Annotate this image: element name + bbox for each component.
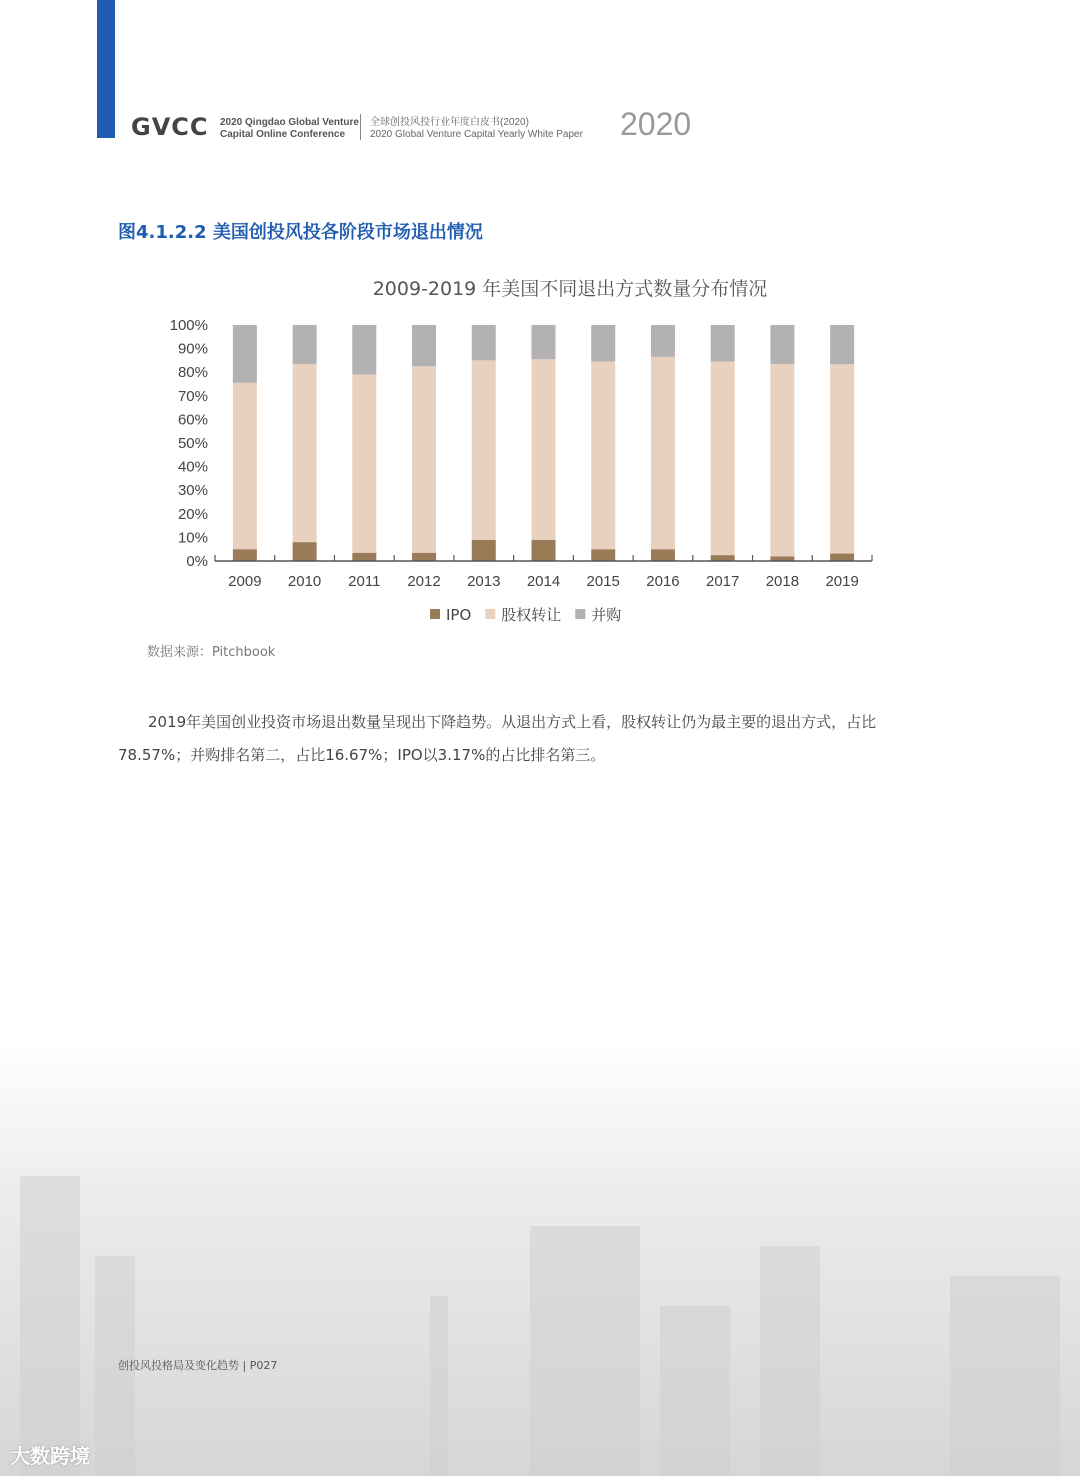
y-tick-label: 0%: [186, 553, 208, 570]
bar-segment: [830, 554, 854, 561]
legend-label: 股权转让: [501, 606, 562, 624]
bar-segment: [472, 540, 496, 561]
x-tick-label: 2016: [646, 573, 680, 590]
bar-segment: [412, 325, 436, 366]
header-year: 2020: [620, 106, 692, 142]
bar-segment: [651, 549, 675, 561]
header-accent-bar: [97, 0, 115, 138]
x-tick-label: 2015: [586, 573, 620, 590]
y-tick-label: 80%: [177, 364, 208, 382]
bar-segment: [352, 325, 376, 375]
y-tick-label: 60%: [177, 411, 208, 429]
bar-segment: [412, 366, 436, 552]
x-tick-label: 2019: [825, 573, 859, 590]
bar-segment: [293, 325, 317, 364]
x-tick-label: 2012: [407, 573, 441, 590]
bar-segment: [233, 325, 257, 383]
legend-label: 并购: [591, 606, 622, 624]
header-divider: [360, 114, 361, 140]
data-source: 数据来源：Pitchbook: [147, 645, 276, 660]
legend-swatch: [575, 609, 585, 619]
bar-segment: [532, 540, 556, 561]
bar-segment: [591, 549, 615, 561]
building-shape: [950, 1276, 1060, 1476]
y-tick-label: 10%: [177, 529, 208, 547]
bar-segment: [770, 325, 794, 364]
bar-segment: [412, 553, 436, 561]
figure-title: 图4.1.2.2 美国创投风投各阶段市场退出情况: [118, 222, 483, 243]
y-tick-label: 70%: [177, 387, 208, 405]
bar-segment: [472, 325, 496, 360]
bar-segment: [830, 325, 854, 364]
page-footer: 创投风投格局及变化趋势 | P027: [118, 1359, 278, 1372]
bar-segment: [293, 364, 317, 542]
bar-segment: [711, 325, 735, 362]
whitepaper-line-1: 全球创投风投行业年度白皮书(2020): [370, 117, 529, 128]
x-axis: [215, 555, 872, 590]
legend-swatch: [430, 609, 440, 619]
gvcc-logo: GVCC: [131, 113, 209, 141]
x-tick-label: 2017: [705, 573, 740, 590]
chart-title: 2009-2019 年美国不同退出方式数量分布情况: [372, 278, 768, 300]
bar-segment: [532, 359, 556, 540]
legend-label: IPO: [446, 606, 472, 624]
bar-segment: [233, 383, 257, 549]
bar-segment: [770, 364, 794, 556]
building-shape: [20, 1176, 80, 1476]
bar-segment: [711, 555, 735, 561]
stacked-bar-chart: [140, 270, 920, 640]
y-axis: [170, 317, 208, 570]
bar-segment: [293, 542, 317, 561]
legend-swatch: [485, 609, 495, 619]
bar-segment: [591, 362, 615, 550]
bar-segment: [830, 364, 854, 553]
whitepaper-line-2: 2020 Global Venture Capital Yearly White Paper: [370, 129, 583, 140]
bar-segment: [651, 357, 675, 549]
x-tick-label: 2013: [467, 573, 501, 590]
bar-segment: [591, 325, 615, 362]
x-tick-label: 2014: [526, 573, 561, 590]
bar-segment: [711, 362, 735, 556]
bar-segment: [352, 553, 376, 561]
y-tick-label: 30%: [177, 482, 208, 500]
bar-segment: [472, 360, 496, 539]
x-tick-label: 2018: [765, 573, 800, 590]
building-shape: [530, 1226, 640, 1476]
y-tick-label: 100%: [169, 317, 208, 334]
x-tick-label: 2010: [287, 573, 322, 590]
bar-segment: [532, 325, 556, 359]
building-shape: [660, 1306, 730, 1476]
watermark: 大数跨境: [10, 1444, 90, 1468]
bars-group: [233, 325, 854, 561]
conference-line-1: 2020 Qingdao Global Venture: [220, 117, 359, 128]
x-tick-label: 2011: [348, 573, 381, 590]
building-shape: [430, 1296, 448, 1476]
y-tick-label: 20%: [177, 505, 208, 523]
y-tick-label: 90%: [177, 340, 208, 358]
y-tick-label: 40%: [177, 458, 208, 476]
conference-line-2: Capital Online Conference: [220, 129, 346, 140]
whitepaper-name: [370, 117, 583, 141]
skyline-background: [0, 1040, 1080, 1476]
bar-segment: [651, 325, 675, 357]
y-tick-label: 50%: [177, 435, 208, 452]
conference-name: [220, 117, 359, 141]
x-tick-label: 2009: [228, 573, 262, 590]
body-paragraph: 2019年美国创业投资市场退出数量呈现出下降趋势。从退出方式上看，股权转让仍为最主要的退出方式，占比78.57%；并购排名第二，占比16.67%；IPO以3.17%的占比排名第三。: [118, 713, 877, 764]
chart-legend: [430, 606, 621, 624]
bar-segment: [233, 549, 257, 561]
bar-segment: [352, 375, 376, 553]
building-shape: [760, 1246, 820, 1476]
